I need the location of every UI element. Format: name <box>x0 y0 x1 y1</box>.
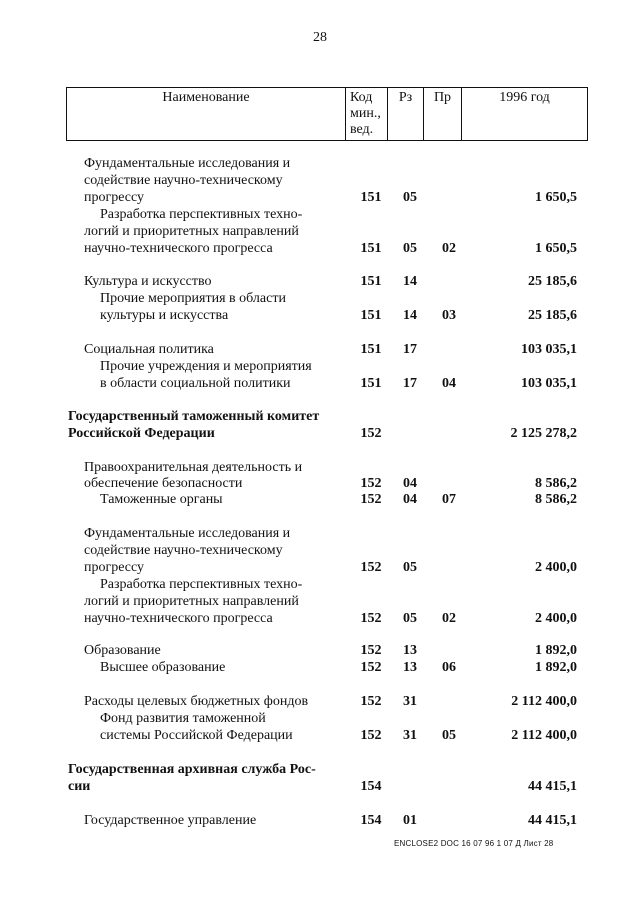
table-row <box>0 273 640 290</box>
row-name: логий и приоритетных направлений <box>84 594 299 609</box>
row-amount: 8 586,2 <box>535 476 577 491</box>
row-amount: 8 586,2 <box>535 492 577 507</box>
row-amount: 25 185,6 <box>528 274 577 289</box>
header-name: Наименование <box>162 90 250 105</box>
table-row <box>0 542 640 559</box>
row-name: Фундаментальные исследования и <box>84 526 291 541</box>
table-row <box>0 223 640 240</box>
row-rz: 14 <box>403 308 417 323</box>
row-amount: 2 400,0 <box>535 560 577 575</box>
row-kod: 151 <box>360 342 382 357</box>
row-pr: 06 <box>442 660 456 675</box>
row-kod: 152 <box>360 426 382 441</box>
row-name: Государственное управление <box>84 813 257 828</box>
row-name: содействие научно-техническому <box>84 173 283 188</box>
row-name: логий и приоритетных направлений <box>84 224 299 239</box>
row-amount: 103 035,1 <box>521 376 577 391</box>
page-number: 28 <box>313 30 327 45</box>
table-row <box>0 408 640 425</box>
row-amount: 1 650,5 <box>535 241 577 256</box>
row-rz: 05 <box>403 611 417 626</box>
row-name: Культура и искусство <box>84 274 212 289</box>
row-kod: 152 <box>360 560 382 575</box>
row-kod: 151 <box>360 190 382 205</box>
header-kod-line-3: вед. <box>350 122 374 137</box>
row-name: научно-технического прогресса <box>84 241 273 256</box>
row-rz: 01 <box>403 813 417 828</box>
table-row <box>0 642 640 659</box>
row-name: прогрессу <box>84 560 145 575</box>
header-rz: Рз <box>387 88 423 140</box>
row-amount: 103 035,1 <box>521 342 577 357</box>
row-pr: 03 <box>442 308 456 323</box>
table-row <box>0 206 640 223</box>
table-row <box>0 290 640 307</box>
row-pr: 04 <box>442 376 456 391</box>
row-name: Таможенные органы <box>100 492 223 507</box>
row-amount: 2 400,0 <box>535 611 577 626</box>
row-kod: 152 <box>360 643 382 658</box>
row-name: Разработка перспективных техно- <box>100 207 303 222</box>
table-row <box>0 693 640 710</box>
row-name: прогрессу <box>84 190 145 205</box>
table-row <box>0 189 640 206</box>
row-kod: 151 <box>360 376 382 391</box>
table-row <box>0 727 640 744</box>
row-name: Расходы целевых бюджетных фондов <box>84 694 309 709</box>
row-amount: 1 892,0 <box>535 660 577 675</box>
row-kod: 152 <box>360 611 382 626</box>
table-row <box>0 761 640 778</box>
row-rz: 31 <box>403 694 417 709</box>
header-year: 1996 год <box>461 88 587 140</box>
row-name: Российской Федерации <box>68 426 215 441</box>
table-row <box>0 593 640 610</box>
row-rz: 04 <box>403 492 417 507</box>
row-amount: 2 112 400,0 <box>511 728 577 743</box>
row-name: Государственная архивная служба Рос- <box>68 762 316 777</box>
table-row <box>0 610 640 627</box>
row-kod: 152 <box>360 476 382 491</box>
row-name: Правоохранительная деятельность и <box>84 460 303 475</box>
row-kod: 152 <box>360 728 382 743</box>
row-name: системы Российской Федерации <box>100 728 293 743</box>
row-pr: 05 <box>442 728 456 743</box>
row-amount: 2 125 278,2 <box>510 426 577 441</box>
header-pr: Пр <box>423 88 461 140</box>
footer-stamp: ENCLOSE2 DOC 16 07 96 1 07 Д Лист 28 <box>394 839 554 848</box>
row-rz: 13 <box>403 660 417 675</box>
row-pr: 02 <box>442 611 456 626</box>
table-row <box>0 341 640 358</box>
row-rz: 13 <box>403 643 417 658</box>
row-name: Высшее образование <box>100 660 226 675</box>
row-name: Государственный таможенный комитет <box>68 409 320 424</box>
row-name: научно-технического прогресса <box>84 611 273 626</box>
table-row <box>0 172 640 189</box>
table-row <box>0 358 640 375</box>
table-row <box>0 559 640 576</box>
table-row <box>0 155 640 172</box>
row-name: культуры и искусства <box>100 308 229 323</box>
row-pr: 07 <box>442 492 456 507</box>
row-rz: 17 <box>403 376 417 391</box>
row-amount: 1 892,0 <box>535 643 577 658</box>
row-rz: 17 <box>403 342 417 357</box>
row-kod: 154 <box>360 813 382 828</box>
table-row <box>0 459 640 476</box>
table-row <box>0 525 640 542</box>
header-kod-line-1: Код <box>350 90 373 105</box>
row-rz: 31 <box>403 728 417 743</box>
row-name: в области социальной политики <box>100 376 291 391</box>
row-name: Фонд развития таможенной <box>100 711 266 726</box>
row-kod: 151 <box>360 274 382 289</box>
table-row <box>0 778 640 795</box>
row-amount: 44 415,1 <box>528 779 577 794</box>
table-row <box>0 240 640 257</box>
row-rz: 05 <box>403 560 417 575</box>
row-amount: 1 650,5 <box>535 190 577 205</box>
table-row <box>0 812 640 829</box>
table-row <box>0 425 640 442</box>
row-kod: 152 <box>360 492 382 507</box>
row-name: Разработка перспективных техно- <box>100 577 303 592</box>
row-name: Социальная политика <box>84 342 214 357</box>
row-amount: 2 112 400,0 <box>511 694 577 709</box>
row-name: содействие научно-техническому <box>84 543 283 558</box>
row-kod: 151 <box>360 241 382 256</box>
row-rz: 14 <box>403 274 417 289</box>
header-kod-line-2: мин., <box>350 106 381 121</box>
table-row <box>0 576 640 593</box>
table-row <box>0 710 640 727</box>
row-name: Фундаментальные исследования и <box>84 156 291 171</box>
table-row <box>0 491 640 508</box>
row-amount: 25 185,6 <box>528 308 577 323</box>
table-row <box>0 307 640 324</box>
table-row <box>0 659 640 676</box>
row-pr: 02 <box>442 241 456 256</box>
row-rz: 04 <box>403 476 417 491</box>
row-name: сии <box>68 779 91 794</box>
row-rz: 05 <box>403 241 417 256</box>
row-kod: 152 <box>360 694 382 709</box>
row-amount: 44 415,1 <box>528 813 577 828</box>
row-kod: 154 <box>360 779 382 794</box>
row-kod: 151 <box>360 308 382 323</box>
table-row <box>0 475 640 492</box>
row-name: обеспечение безопасности <box>84 476 243 491</box>
row-name: Прочие мероприятия в области <box>100 291 286 306</box>
row-rz: 05 <box>403 190 417 205</box>
table-row <box>0 375 640 392</box>
row-kod: 152 <box>360 660 382 675</box>
row-name: Образование <box>84 643 161 658</box>
row-name: Прочие учреждения и мероприятия <box>100 359 312 374</box>
